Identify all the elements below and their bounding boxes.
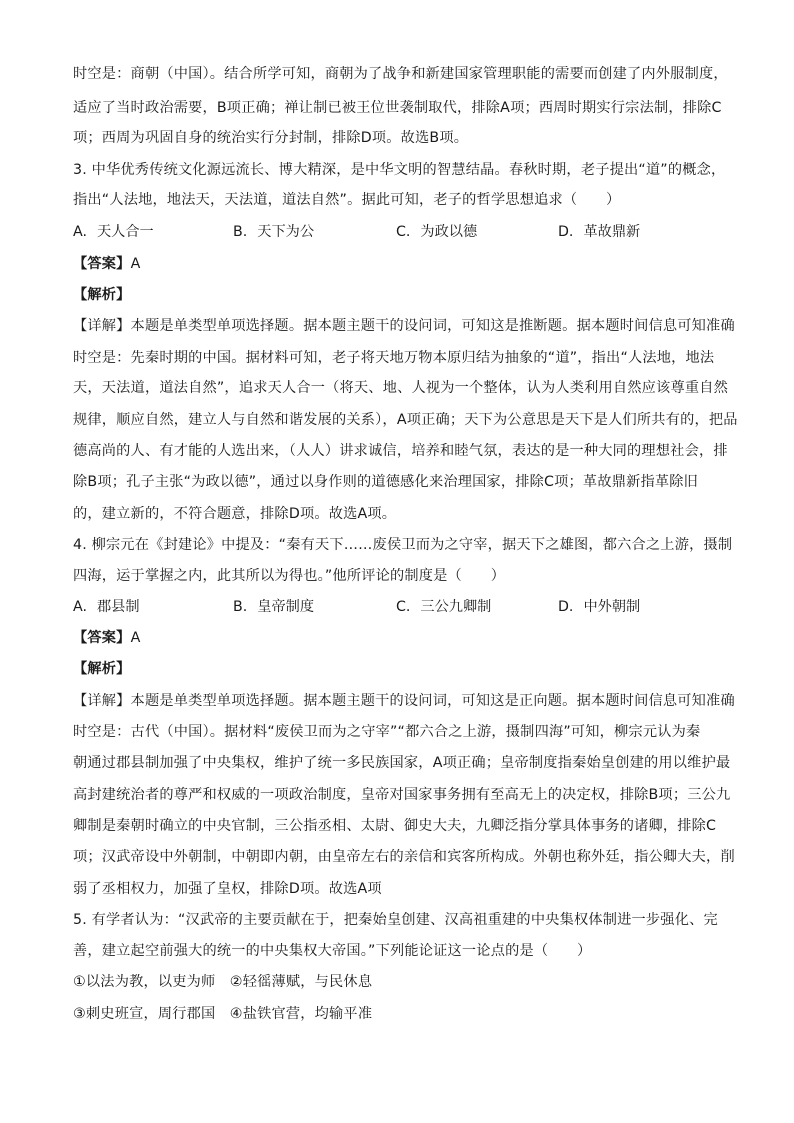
q4-detail-line-2: 时空是：古代（中国）。据材料“废侯卫而为之守宰”“都六合之上游，摄制四海”可知，柳宗元认为秦	[73, 724, 701, 740]
q4-detail-line-5: 卿制是秦朝时确立的中央官制，三公指丞相、太尉、御史大夫，九卿泛指分掌具体事务的诸卿，排除C	[73, 818, 717, 834]
q4-stem-line-1: 4. 柳宗元在《封建论》中提及：“秦有天下……废侯卫而为之守宰，据天下之雄图，都六合之上游，摄制	[73, 537, 733, 553]
q3-option-a: A. 天人合一	[73, 224, 154, 240]
q3-detail-line-6: 除B项；孔子主张“为政以德”，通过以身作则的道德感化来治理国家，排除C项；革故鼎新指革除旧	[73, 474, 699, 490]
q3-stem-line-1: 3. 中华优秀传统文化源远流长、博大精深，是中华文明的智慧结晶。春秋时期，老子提出“道”的概念，	[73, 162, 726, 178]
q4-option-a: A. 郡县制	[73, 599, 140, 615]
q4-detail-line-7: 弱了丞相权力，加强了皇权，排除D项。故选A项	[73, 881, 382, 897]
q4-detail-line-4: 高封建统治者的尊严和权威的一项政治制度，皇帝对国家事务拥有至高无上的决定权，排除B项；三公九	[73, 787, 731, 803]
q3-detail-line-1: 【详解】本题是单类型单项选择题。据本题主题干的设问词，可知这是推断题。据本题时间信息可知准确	[73, 318, 735, 334]
q3-detail-line-3: 天，天法道，道法自然”，追求天人合一（将天、地、人视为一个整体，认为人类利用自然应该尊重自然	[73, 380, 728, 396]
q3-stem-line-2: 指出“人法地，地法天，天法道，道法自然”。据此可知，老子的哲学思想追求（ ）	[73, 192, 621, 208]
q3-analysis-label: 【解析】	[73, 287, 131, 303]
q4-detail-line-1: 【详解】本题是单类型单项选择题。据本题主题干的设问词，可知这是正向题。据本题时间信息可知准确	[73, 693, 735, 709]
q3-detail-line-5: 德高尚的人、有才能的人选出来，（人人）讲求诚信，培养和睦气氛，表达的是一种大同的理想社会，排	[73, 443, 728, 459]
q4-option-d: D. 中外朝制	[558, 599, 641, 615]
q4-detail-line-3: 朝通过郡县制加强了中央集权，维护了统一多民族国家，A项正确；皇帝制度指秦始皇创建的用以维护最	[73, 755, 731, 771]
q3-answer: 【答案】A	[73, 256, 141, 272]
q3-option-c: C. 为政以德	[396, 224, 478, 240]
q4-option-c: C. 三公九卿制	[396, 599, 492, 615]
q3-option-b: B. 天下为公	[233, 224, 315, 240]
q5-items-line-1: ①以法为教，以吏为师 ②轻徭薄赋，与民休息	[73, 974, 373, 990]
q4-option-b: B. 皇帝制度	[233, 599, 315, 615]
q3-option-d: D. 革故鼎新	[558, 224, 641, 240]
q4-analysis-label: 【解析】	[73, 661, 131, 677]
q3-detail-line-2: 时空是：先秦时期的中国。据材料可知，老子将天地万物本原归结为抽象的“道”，指出“人法地，地法	[73, 350, 715, 366]
q2-analysis-line-3: 项；西周为巩固自身的统治实行分封制，排除D项。故选B项。	[73, 130, 469, 146]
q4-detail-line-6: 项；汉武帝设中外朝制，中朝即内朝，由皇帝左右的亲信和宾客所构成。外朝也称外廷，指公卿大夫，削	[73, 849, 735, 865]
q4-answer: 【答案】A	[73, 630, 141, 646]
q5-stem-line-2: 善，建立起空前强大的统一的中央集权大帝国。”下列能论证这一论点的是（ ）	[73, 943, 592, 959]
q4-stem-line-2: 四海，运于掌握之内，此其所以为得也。”他所评论的制度是（ ）	[73, 568, 506, 584]
q3-detail-line-7: 的，建立新的，不符合题意，排除D项。故选A项。	[73, 506, 397, 522]
q5-items-line-2: ③刺史班宣，周行郡国 ④盐铁官营，均输平准	[73, 1006, 373, 1022]
q5-stem-line-1: 5. 有学者认为：“汉武帝的主要贡献在于，把秦始皇创建、汉高祖重建的中央集权体制进一步强化、完	[73, 912, 718, 928]
q2-analysis-line-1: 时空是：商朝（中国）。结合所学可知，商朝为了战争和新建国家管理职能的需要而创建了内外服制度，	[73, 66, 728, 82]
q2-analysis-line-2: 适应了当时政治需要，B项正确；禅让制已被王位世袭制取代，排除A项；西周时期实行宗法制，排除C	[73, 100, 722, 116]
q3-detail-line-4: 规律，顺应自然，建立人与自然和谐发展的关系），A项正确；天下为公意思是天下是人们所共有的，把品	[73, 412, 738, 428]
